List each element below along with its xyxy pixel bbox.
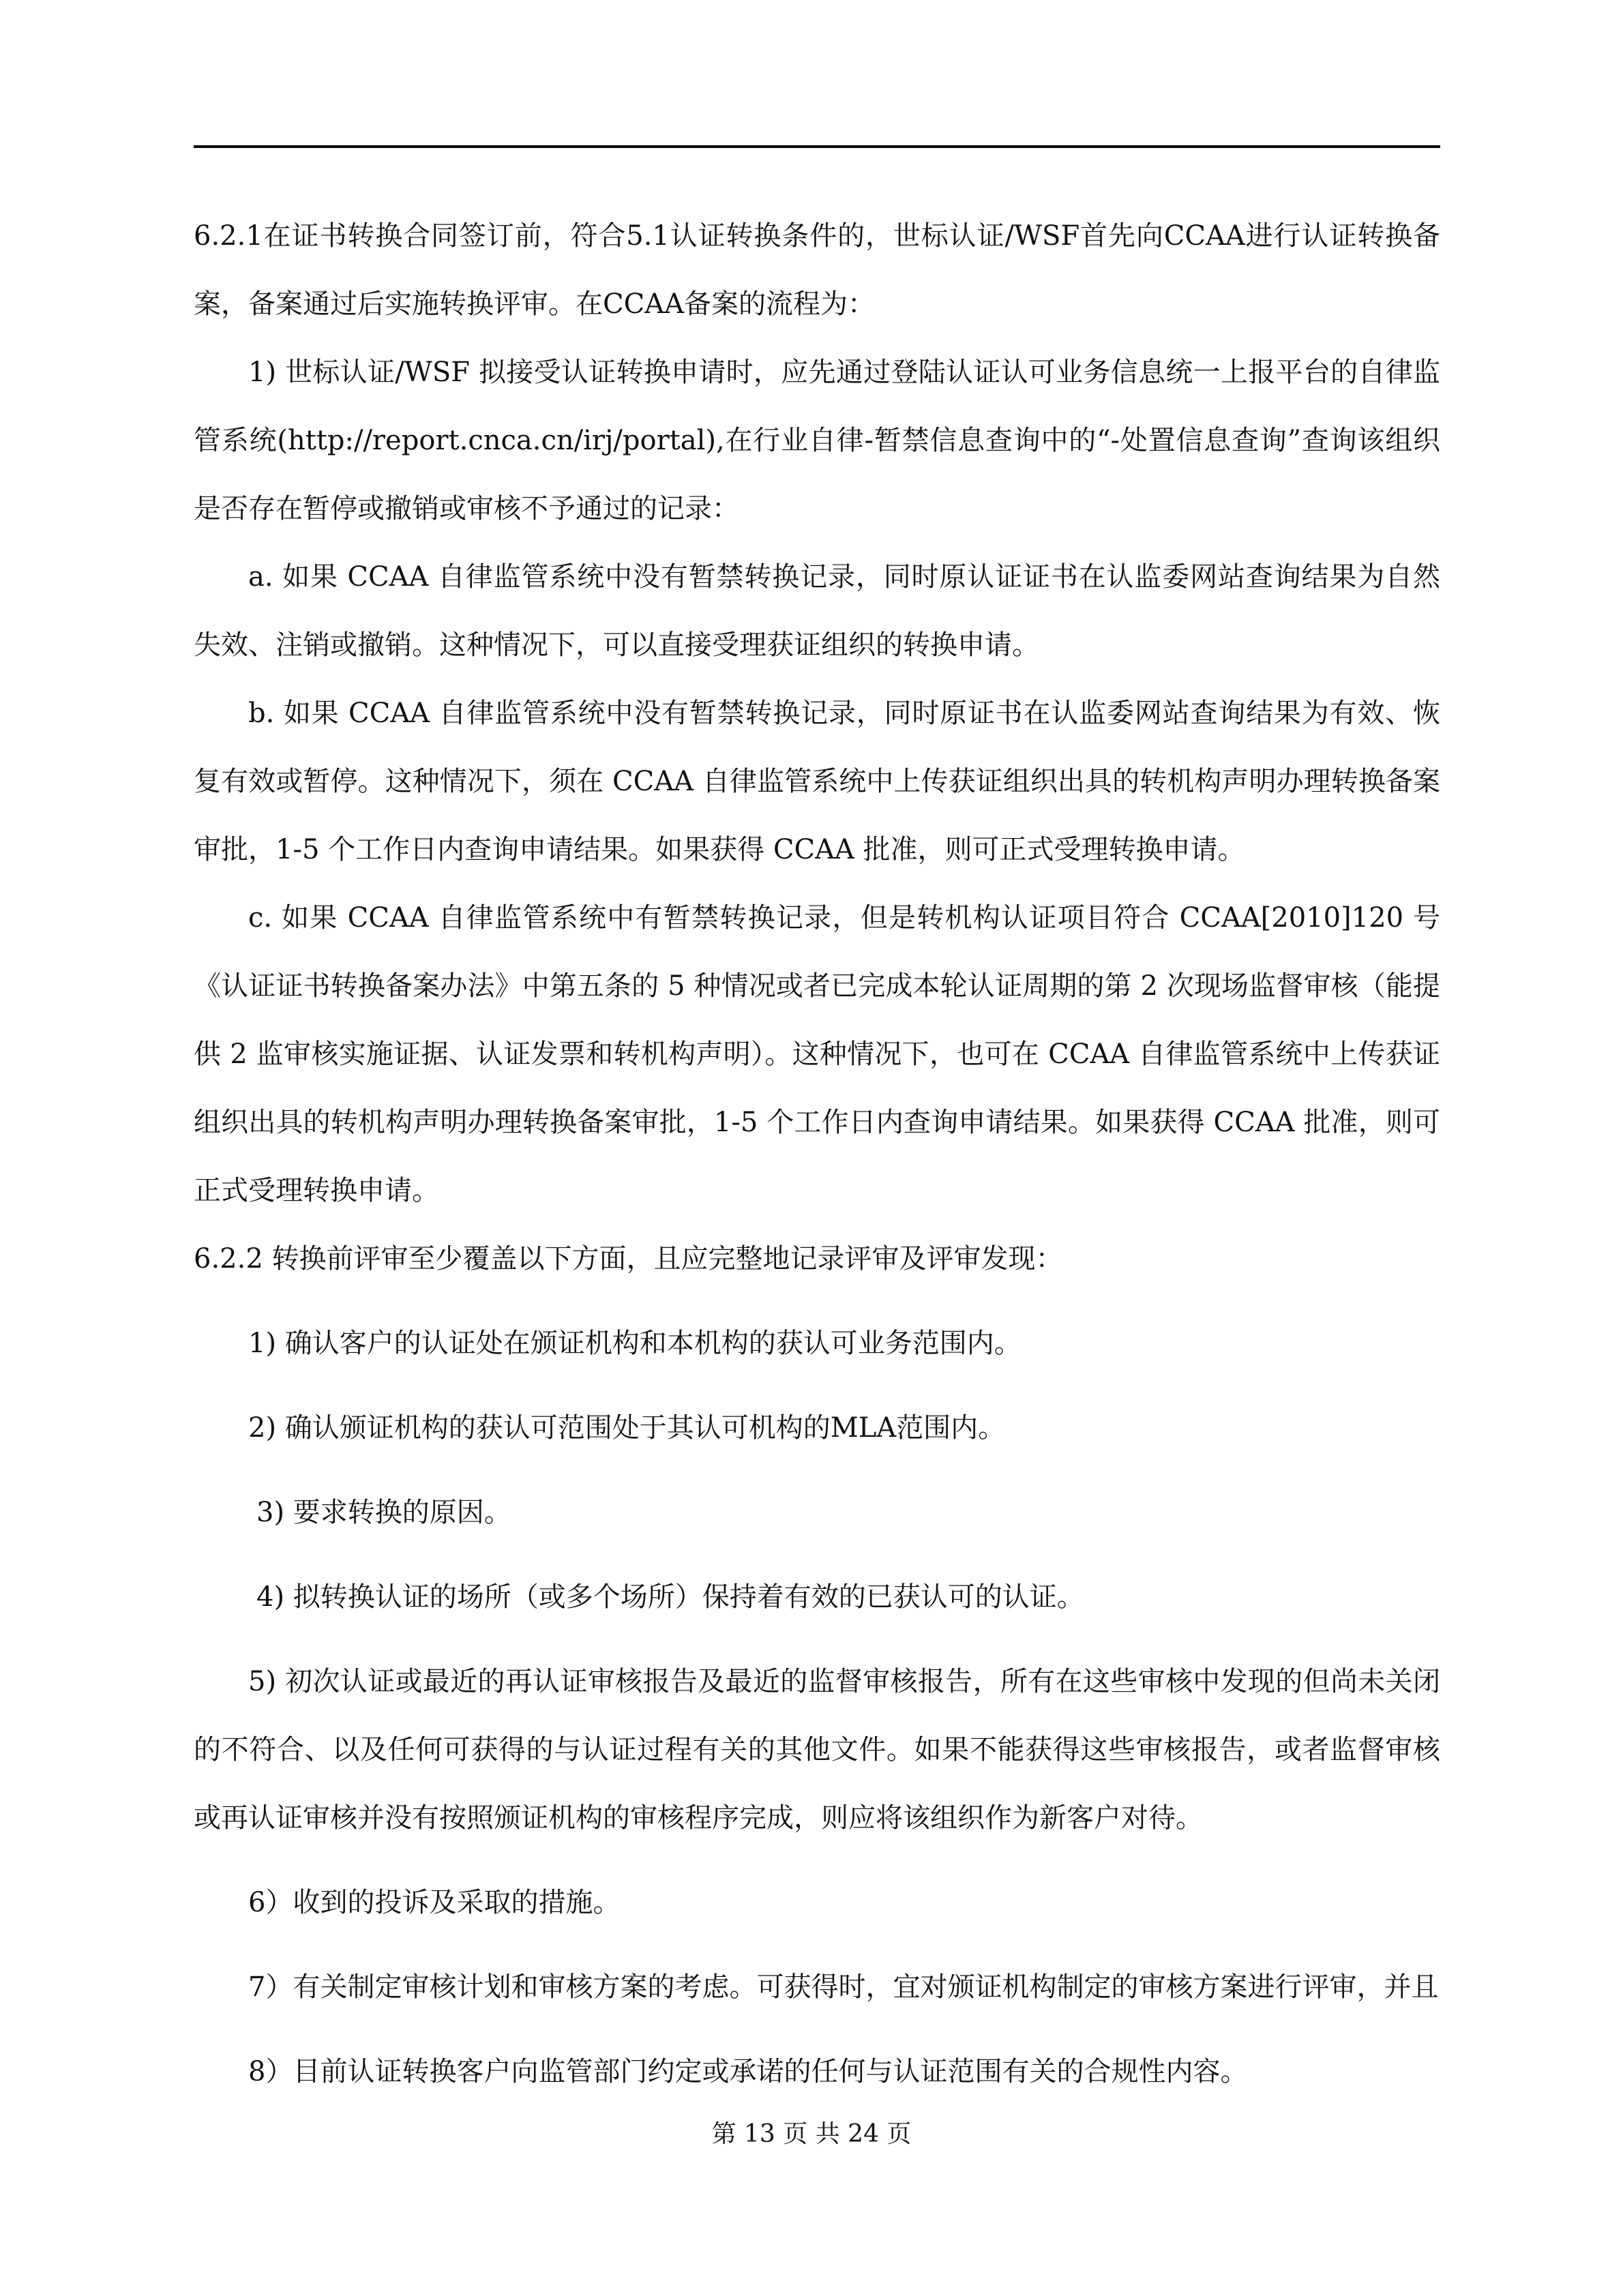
- list-item: 3) 要求转换的原因。: [256, 1497, 511, 1528]
- para-6-2-1: 6.2.1在证书转换合同签订前，符合5.1认证转换条件的，世标认证/WSF首先向CCAA进行认证转换备案，备案通过后实施转换评审。在CCAA备案的流程为：: [194, 220, 1440, 320]
- para-case-b: b. 如果 CCAA 自律监管系统中没有暂禁转换记录，同时原证书在认监委网站查询结果为有效、恢复有效或暂停。这种情况下，须在 CCAA 自律监管系统中上传获证组织出具的转机构声明办理转换备案审批，1-5 个工作日内查询申请结果。如果获得 CCAA 批准，则可正式受理转换申请。: [194, 698, 1440, 865]
- para-case-c: c. 如果 CCAA 自律监管系统中有暂禁转换记录，但是转机构认证项目符合 CCAA[2010]120 号《认证证书转换备案办法》中第五条的 5 种情况或者已完成本轮认证周期的第 2 次现场监督审核（能提供 2 监审核实施证据、认证发票和转机构声明）。这种情况下，也可在 CCAA 自律监管系统中上传获证组织出具的转机构声明办理转换备案审批，1-5 个工作日内查询申请结果。如果获得 CCAA 批准，则可正式受理转换申请。: [194, 902, 1440, 1206]
- para-6-2-2-heading: 6.2.2 转换前评审至少覆盖以下方面，且应完整地记录评审及评审发现：: [194, 1243, 1063, 1274]
- list-item: 8）目前认证转换客户向监管部门约定或承诺的任何与认证范围有关的合规性内容。: [248, 2056, 1248, 2087]
- list-item: 7）有关制定审核计划和审核方案的考虑。可获得时，宜对颁证机构制定的审核方案进行评审，并且: [248, 1971, 1439, 2003]
- list-item: 5) 初次认证或最近的再认证审核报告及最近的监督审核报告，所有在这些审核中发现的但尚未关闭的不符合、以及任何可获得的与认证过程有关的其他文件。如果不能获得这些审核报告，或者监督审核或再认证审核并没有按照颁证机构的审核程序完成，则应将该组织作为新客户对待。: [194, 1666, 1440, 1834]
- list-item: 2) 确认颁证机构的获认可范围处于其认可机构的MLA范围内。: [248, 1412, 1006, 1444]
- list-item: 4) 拟转换认证的场所（或多个场所）保持着有效的已获认可的认证。: [256, 1581, 1084, 1613]
- list-item: 1) 确认客户的认证处在颁证机构和本机构的获认可业务范围内。: [248, 1328, 1022, 1359]
- page-footer: 第 13 页 共 24 页: [711, 2120, 912, 2148]
- page-content: [194, 202, 1440, 2106]
- para-case-a: a. 如果 CCAA 自律监管系统中没有暂禁转换记录，同时原认证证书在认监委网站查询结果为自然失效、注销或撤销。这种情况下，可以直接受理获证组织的转换申请。: [194, 561, 1440, 661]
- header-rule: [194, 145, 1440, 148]
- list-item: 6）收到的投诉及采取的措施。: [248, 1887, 621, 1918]
- para-step-1: 1) 世标认证/WSF 拟接受认证转换申请时，应先通过登陆认证认可业务信息统一上报平台的自律监管系统(http://report.cnca.cn/irj/portal),在行业自律-暂禁信息查询中的“-处置信息查询”查询该组织是否存在暂停或撤销或审核不予通过的记录：: [194, 357, 1440, 524]
